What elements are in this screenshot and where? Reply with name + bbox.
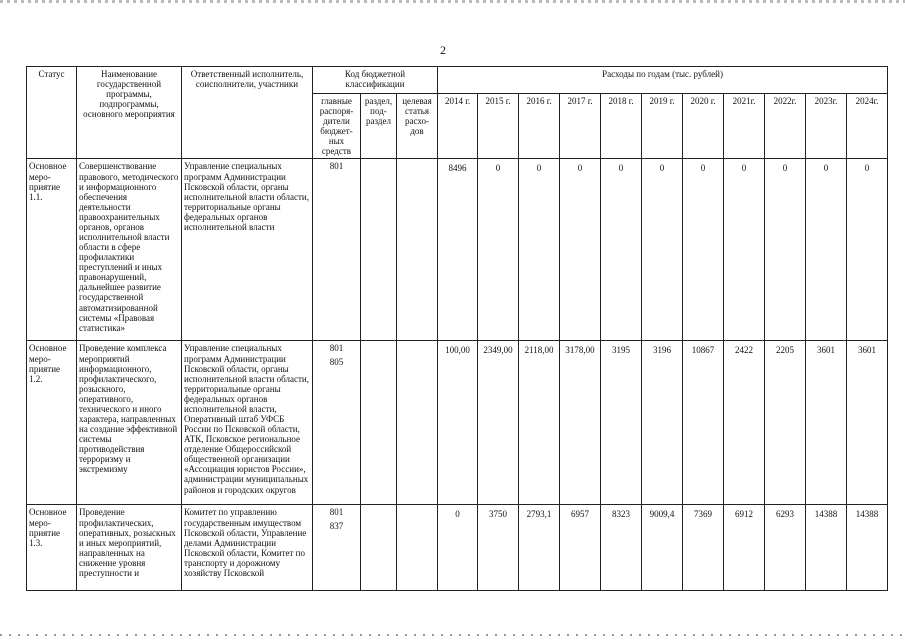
scan-edge-bottom [0,634,905,636]
header-year: 2024г. [847,94,888,159]
header-year: 2019 г. [642,94,683,159]
value-cell: 3196 [642,341,683,505]
value-cell: 0 [724,159,765,341]
executor-cell: Управление специальных программ Администрации Псковской области, органы исполнительной власти области, территориальные органы федеральных органов исполнительной власти, Оперативный штаб УФСБ России по Псковской области, АТК, Псковское региональное отделение Общероссийской общественной организации «Ассоциация юристов России», администрации муниципальных районов и городских округов [182,341,313,505]
header-year: 2018 г. [601,94,642,159]
value-cell: 9009,4 [642,505,683,591]
value-cell: 2422 [724,341,765,505]
value-cell: 6957 [560,505,601,591]
name-cell: Совершенствование правового, методического и информационного обеспечения деятельности правоохранительных органов, органов исполнительной власти области в сфере профилактики преступлений и иных правонарушений, дальнейшее развитие государственной автоматизированной системы «Правовая статистика» [77,159,182,341]
header-year: 2022г. [765,94,806,159]
value-cell: 0 [642,159,683,341]
header-name: Наименование государственной программы, подпрограммы, основного мероприятия [77,67,182,159]
value-cell: 0 [683,159,724,341]
value-cell: 3601 [847,341,888,505]
status-cell: Основное меро-приятие 1.2. [27,341,77,505]
header-year: 2020 г. [683,94,724,159]
value-cell: 14388 [806,505,847,591]
value-cell: 8496 [438,159,478,341]
section-cell [361,159,397,341]
header-year: 2014 г. [438,94,478,159]
executor-cell: Управление специальных программ Администрации Псковской области, органы исполнительной власти области, территориальные органы федеральных органов исполнительной власти [182,159,313,341]
section-cell [361,341,397,505]
value-cell: 2793,1 [519,505,560,591]
section-cell [361,505,397,591]
value-cell: 2205 [765,341,806,505]
name-cell: Проведение профилактических, оперативных, розыскных и иных мероприятий, направленных на снижение уровня преступности и [77,505,182,591]
value-cell: 3195 [601,341,642,505]
table-row [27,341,888,505]
value-cell: 7369 [683,505,724,591]
budget-table [26,66,888,591]
header-status: Статус [27,67,77,159]
value-cell: 3601 [806,341,847,505]
header-budget-code: Код бюджетной классификации [313,67,438,94]
page-number: 2 [440,43,446,57]
grbs-code: 837 [329,520,344,531]
grbs-cell [313,159,361,341]
header-year: 2017 г. [560,94,601,159]
grbs-code: 801 [329,343,344,354]
value-cell: 8323 [601,505,642,591]
value-cell: 3178,00 [560,341,601,505]
name-cell: Проведение комплекса мероприятий информационного, профилактического, розыскного, оперативного, технического и иного характера, направленных на создание эффективной системы противодействия терроризму и экстремизму [77,341,182,505]
value-cell: 0 [560,159,601,341]
header-grbs: главные распоря-дители бюджет-ных средств [313,94,361,159]
value-cell: 2349,00 [478,341,519,505]
value-cell: 2118,00 [519,341,560,505]
status-cell: Основное меро-приятие 1.1. [27,159,77,341]
status-cell: Основное меро-приятие 1.3. [27,505,77,591]
header-section: раздел, под-раздел [361,94,397,159]
header-expenses: Расходы по годам (тыс. рублей) [438,67,888,94]
value-cell: 0 [601,159,642,341]
grbs-code: 801 [329,507,344,518]
header-year: 2016 г. [519,94,560,159]
executor-cell: Комитет по управлению государственным имуществом Псковской области, Управление делами Администрации Псковской области, Комитет по транспорту и дорожному хозяйству Псковской [182,505,313,591]
value-cell: 0 [806,159,847,341]
grbs-cell [313,341,361,505]
value-cell: 14388 [847,505,888,591]
value-cell: 100,00 [438,341,478,505]
value-cell: 0 [478,159,519,341]
value-cell: 10867 [683,341,724,505]
value-cell: 0 [847,159,888,341]
value-cell: 0 [438,505,478,591]
target-cell [397,505,438,591]
header-year: 2021г. [724,94,765,159]
header-executor: Ответственный исполнитель, соисполнители, участники [182,67,313,159]
value-cell: 0 [765,159,806,341]
value-cell: 0 [519,159,560,341]
grbs-cell [313,505,361,591]
target-cell [397,159,438,341]
value-cell: 3750 [478,505,519,591]
value-cell: 6912 [724,505,765,591]
table-row [27,505,888,591]
value-cell: 6293 [765,505,806,591]
table-row [27,159,888,341]
header-target: целевая статья расхо-дов [397,94,438,159]
header-year: 2023г. [806,94,847,159]
grbs-code: 801 [329,161,344,172]
target-cell [397,341,438,505]
scan-edge-top [0,0,905,3]
header-year: 2015 г. [478,94,519,159]
grbs-code: 805 [329,356,344,367]
